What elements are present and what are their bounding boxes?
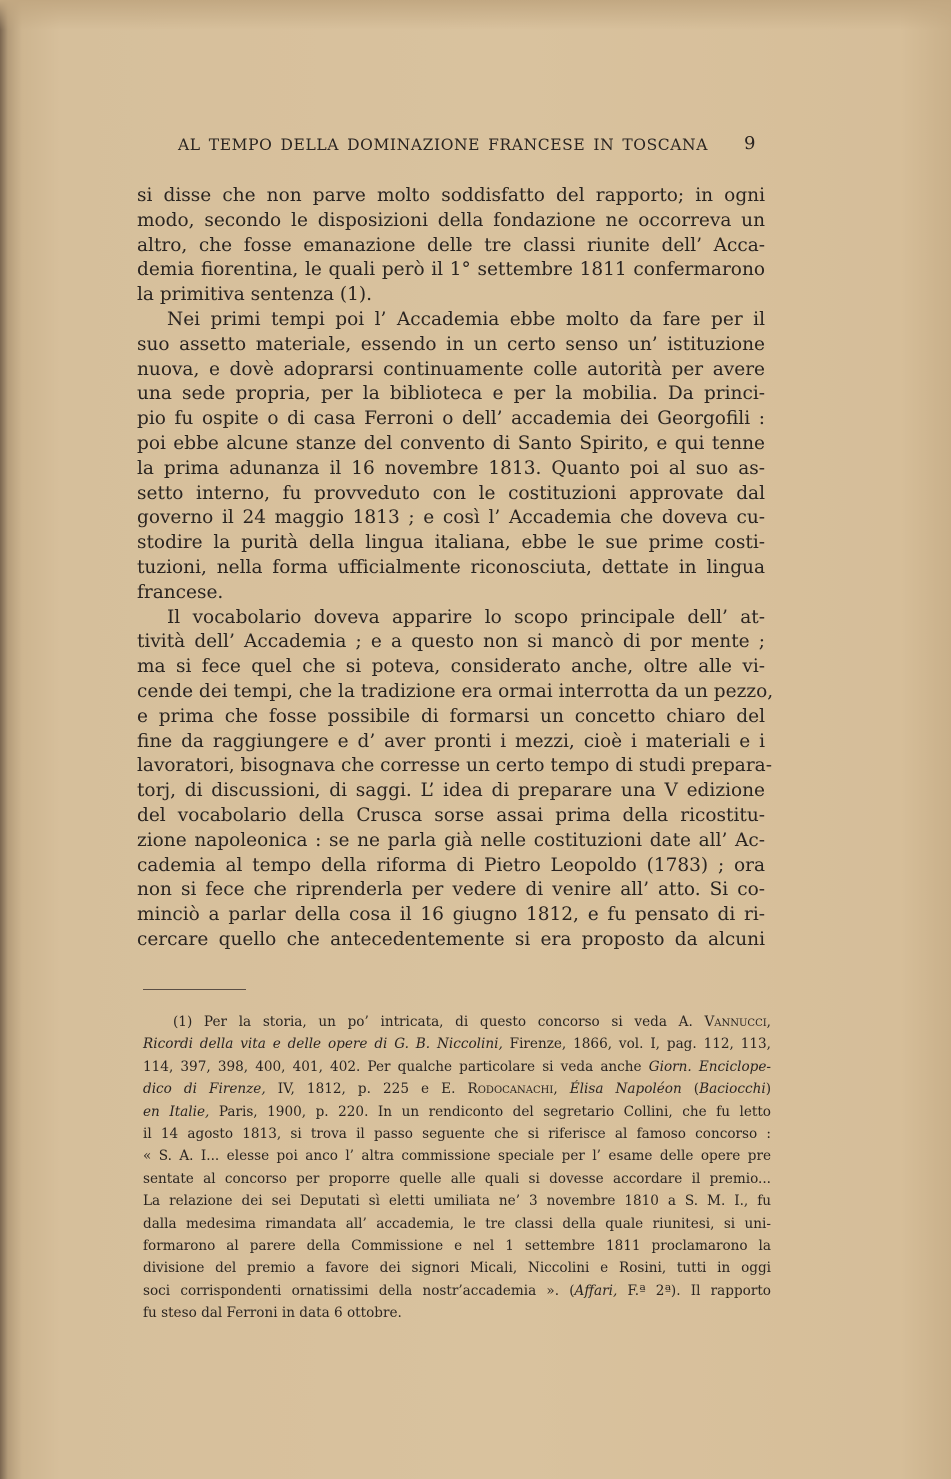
footnote-segment: soci corrispondenti ornatissimi della nostr’accademia ». ( <box>143 1282 575 1299</box>
text-line: una sede propria, per la biblioteca e per la mobilia. Da princi- <box>137 383 765 405</box>
footnote-segment: Affari, <box>574 1282 618 1299</box>
footnote-line <box>143 1033 771 1055</box>
footnote-segment: il 14 agosto 1813, si trova il passo seguente che si riferisce al famoso concorso : <box>143 1125 771 1142</box>
text-line: poi ebbe alcune stanze del convento di Santo Spirito, e qui tenne <box>137 432 765 454</box>
text-line: tuzioni, nella forma ufficialmente riconosciuta, dettate in lingua <box>137 556 765 578</box>
text-line: setto interno, fu provveduto con le costituzioni approvate dal <box>137 482 765 504</box>
footnote-line <box>143 1190 771 1212</box>
footnote-segment: La relazione dei sei Deputati sì eletti umiliata ne’ 3 novembre 1810 a S. M. I., fu <box>143 1193 771 1210</box>
footnote-segment: Ricordi della vita e delle opere di G. B. Niccolini, <box>143 1036 503 1053</box>
page-edge <box>0 0 951 30</box>
footnote-line <box>143 1078 771 1100</box>
footnote-segment: Élisa Napoléon <box>569 1081 682 1098</box>
footnote-segment: divisione del premio a favore dei signori Micali, Niccolini e Rosini, tutti in oggi <box>143 1260 771 1277</box>
text-line: governo il 24 maggio 1813 ; e così l’ Accademia che doveva cu- <box>137 507 765 529</box>
footnote-segment: dico di Firenze, <box>143 1081 266 1098</box>
text-line: torj, di discussioni, di saggi. L’ idea di preparare una V edizione <box>137 780 765 802</box>
text-line: Il vocabolario doveva apparire lo scopo principale dell’ at- <box>167 606 765 628</box>
text-line: del vocabolario della Crusca sorse assai prima della ricostitu- <box>137 804 765 826</box>
footnote-segment: Vannucci, <box>704 1014 771 1030</box>
footnote-segment: (1) Per la storia, un po’ intricata, di questo concorso si veda A. <box>173 1014 705 1030</box>
text-line: tività dell’ Accademia ; e a questo non si mancò di por mente ; <box>137 631 765 653</box>
text-line: nuova, e dovè adoprarsi continuamente colle autorità per avere <box>137 358 765 380</box>
footnote-segment: Firenze, 1866, vol. I, pag. 112, 113, <box>502 1036 771 1053</box>
text-line: fine da raggiungere e d’ aver pronti i mezzi, cioè i materiali e i <box>137 730 765 752</box>
footnote-segment: en Italie, <box>143 1103 210 1120</box>
text-line: la primitiva sentenza (1). <box>137 284 372 306</box>
footnote-segment: sentate al concorso per proporre quelle alle quali si dovesse accordare il premio... <box>143 1170 771 1187</box>
text-line: cademia al tempo della riforma di Pietro Leopoldo (1783) ; ora <box>137 854 765 876</box>
footnote-segment: Rodocanachi, <box>467 1081 558 1098</box>
footnote-segment: formarono al parere della Commissione e nel 1 settembre 1811 proclamarono la <box>143 1237 771 1254</box>
footnote-line <box>143 1101 771 1123</box>
footnote-line <box>143 1056 771 1078</box>
text-line: la prima adunanza il 16 novembre 1813. Quanto poi al suo as- <box>137 457 765 479</box>
footnote-segment: Paris, 1900, p. 220. In un rendiconto del segretario Collini, che fu letto <box>209 1103 771 1120</box>
main-text <box>137 184 774 953</box>
text-line: zione napoleonica : se ne parla già nelle costituzioni date all’ Ac- <box>137 829 765 851</box>
text-line: ma si fece quel che si poteva, considerato anche, oltre alle vi- <box>137 656 765 678</box>
text-line: demia fiorentina, le quali però il 1° settembre 1811 confermarono <box>137 259 765 281</box>
page-number: 9 <box>744 133 756 154</box>
text-line: stodire la purità della lingua italiana, ebbe le sue prime costi- <box>137 532 765 554</box>
footnote-line <box>143 1213 771 1235</box>
text-line: pio fu ospite o di casa Ferroni o dell’ accademia dei Georgofili : <box>137 408 765 430</box>
footnote-segment: ( <box>681 1081 700 1098</box>
footnote-line <box>143 1168 771 1190</box>
text-line: lavoratori, bisognava che corresse un certo tempo di studi prepara- <box>137 755 772 777</box>
text-line: cende dei tempi, che la tradizione era ormai interrotta da un pezzo, <box>137 680 774 702</box>
footnote-segment: ) <box>765 1081 771 1098</box>
footnote-line <box>143 1145 771 1167</box>
text-line: cercare quello che antecedentemente si era proposto da alcuni <box>137 928 765 950</box>
footnote-line <box>143 1280 771 1302</box>
footnote-separator <box>143 989 246 990</box>
footnote-segment: IV, 1812, p. 225 e E. <box>265 1081 468 1098</box>
footnote-segment: F.ª 2ª). Il rapporto <box>617 1282 771 1299</box>
footnote-line <box>143 1235 771 1257</box>
footnote-line <box>143 1257 771 1279</box>
text-line: Nei primi tempi poi l’ Accademia ebbe molto da fare per il <box>167 308 765 330</box>
footnote-line <box>143 1011 771 1033</box>
footnote-segment: Giorn. Enciclope- <box>648 1058 771 1075</box>
footnote-segment: Baciocchi <box>699 1081 766 1098</box>
footnote-segment: 114, 397, 398, 400, 401, 402. Per qualche particolare si veda anche <box>143 1058 649 1075</box>
text-line: francese. <box>137 581 224 603</box>
text-line: non si fece che riprenderla per vedere di venire all’ atto. Si co- <box>137 879 765 901</box>
footnote-segment: « S. A. I... elesse poi anco l’ altra commissione speciale per l’ esame delle opere pre <box>143 1148 771 1165</box>
footnote-line <box>143 1123 771 1145</box>
running-header: AL TEMPO DELLA DOMINAZIONE FRANCESE IN TOSCANA <box>178 136 708 154</box>
text-line: modo, secondo le disposizioni della fondazione ne occorreva un <box>137 209 765 231</box>
footnote-line <box>143 1302 771 1324</box>
footnote-segment: dalla medesima rimandata all’ accademia, le tre classi della quale riunitesi, si uni- <box>143 1215 771 1232</box>
footnote-segment <box>558 1081 570 1097</box>
footnote-segment: fu steso dal Ferroni in data 6 ottobre. <box>143 1305 402 1322</box>
text-line: suo assetto materiale, essendo in un certo senso un’ istituzione <box>137 333 765 355</box>
text-line: altro, che fosse emanazione delle tre classi riunite dell’ Acca- <box>137 234 765 256</box>
footnotes <box>143 1011 771 1324</box>
text-line: si disse che non parve molto soddisfatto del rapporto; in ogni <box>137 185 765 206</box>
text-line: minciò a parlar della cosa il 16 giugno 1812, e fu pensato di ri- <box>137 904 765 926</box>
text-line: e prima che fosse possibile di formarsi un concetto chiaro del <box>137 705 765 727</box>
